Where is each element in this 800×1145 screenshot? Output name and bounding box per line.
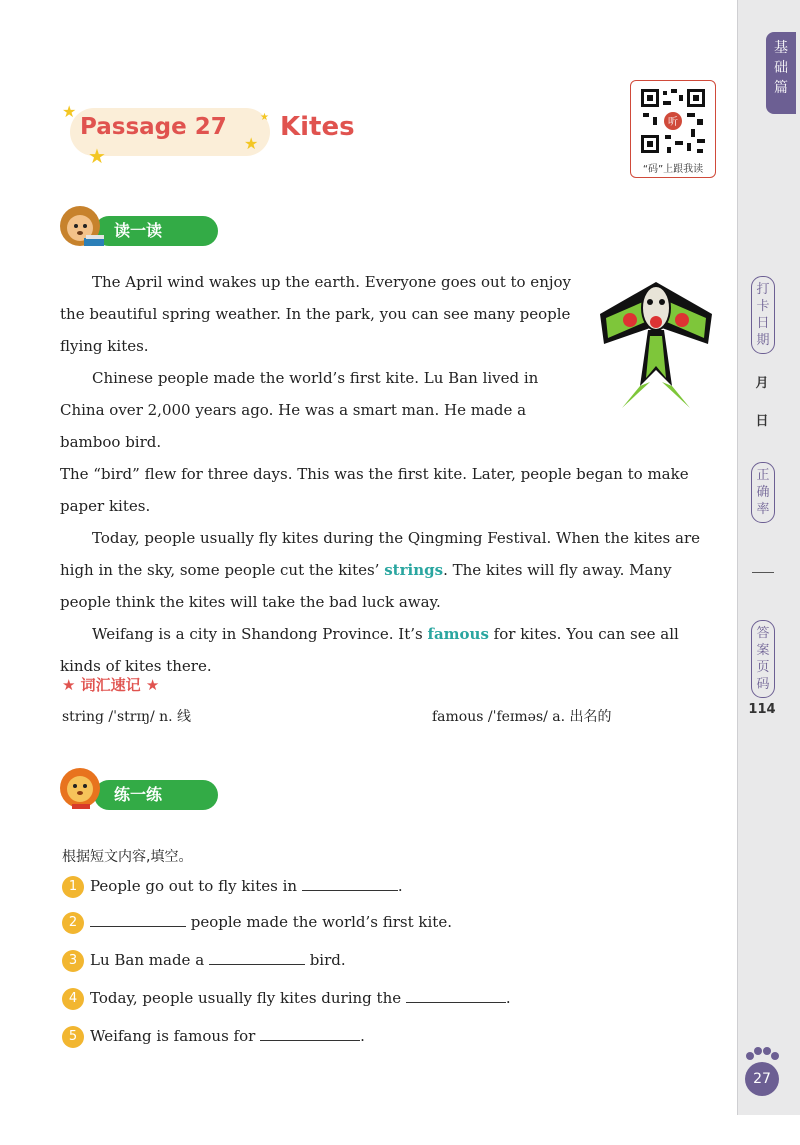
passage-number: Passage 27: [80, 114, 227, 140]
vocab-item-famous: famous /ˈfeɪməs/ a. 出名的: [432, 709, 612, 725]
lion-icon: [56, 764, 112, 816]
practice-instruction: 根据短文内容,填空。: [62, 849, 193, 865]
reading-passage: [60, 266, 720, 682]
question-text: .: [505, 989, 511, 1007]
answer-blank[interactable]: [406, 988, 506, 1003]
check-date-text: 打卡日期: [756, 282, 770, 348]
hedgehog-icon: [56, 204, 112, 252]
star-icon: ★: [260, 112, 269, 123]
read-section-heading: [56, 210, 226, 250]
answer-blank[interactable]: [302, 876, 398, 891]
answer-page-text: 答案页码: [756, 626, 770, 692]
question-text: Lu Ban made a: [90, 951, 209, 969]
passage-text: Weifang is a city in Shandong Province. It’s: [92, 625, 428, 643]
question-text: people made the world’s first kite.: [186, 913, 452, 931]
question-number: 3: [62, 950, 84, 972]
qr-listen-label: 听: [668, 117, 678, 128]
star-icon: ★: [62, 102, 77, 121]
passage-paragraph-2: Chinese people made the world’s first kite. Lu Ban lived in China over 2,000 years ago. He was a smart man. He made a bamboo bird.: [60, 369, 539, 451]
question-text: Weifang is famous for: [90, 1027, 261, 1045]
vocab-highlight-famous: famous: [427, 625, 489, 643]
passage-text: Today, people usually fly kites during the Qingming Festival. When the kites are high in the sky, some people cut the kites’: [60, 529, 700, 579]
passage-name: Kites: [280, 112, 355, 142]
qr-code-box[interactable]: [630, 80, 716, 178]
side-tab-basic[interactable]: [766, 32, 796, 114]
question-number: 1: [62, 876, 84, 898]
answer-page-label: [751, 620, 775, 698]
question-number: 5: [62, 1026, 84, 1048]
side-tab-label: 基础篇: [774, 40, 788, 96]
question-text: Today, people usually fly kites during the: [90, 989, 406, 1007]
question-number: 4: [62, 988, 84, 1010]
page-number: 27: [745, 1062, 779, 1096]
passage-text: . The kites will fly away. Many people think the kites will take the bad luck away.: [60, 561, 672, 611]
accuracy-text: 正确率: [756, 468, 770, 517]
question-2: [62, 912, 452, 934]
passage-paragraph-2-continued: The “bird” flew for three days. This was the first kite. Later, people began to make paper kites.: [60, 465, 689, 515]
question-text: .: [360, 1027, 365, 1045]
question-1: [62, 876, 403, 898]
read-heading-label: 读一读: [94, 216, 218, 246]
question-text: People go out to fly kites in: [90, 877, 302, 895]
question-number: 2: [62, 912, 84, 934]
passage-title: [62, 100, 382, 168]
vocab-heading: ★ 词汇速记 ★: [62, 676, 160, 694]
vocab-highlight-strings: strings: [384, 561, 444, 579]
paw-icon: [742, 1046, 782, 1062]
accuracy-blank-line: [752, 572, 774, 573]
accuracy-label: [751, 462, 775, 523]
qr-code-icon: [631, 81, 715, 161]
question-4: [62, 988, 511, 1010]
passage-paragraph-4: [60, 618, 720, 682]
answer-blank[interactable]: [260, 1026, 360, 1041]
question-text: .: [397, 877, 403, 895]
question-text: bird.: [304, 951, 346, 969]
check-date-label: [751, 276, 775, 354]
answer-blank[interactable]: [209, 950, 305, 965]
star-icon: ★: [244, 134, 259, 153]
month-label: 月: [755, 376, 769, 391]
passage-text: for kites. You can see all kinds of kites there.: [60, 625, 679, 675]
answer-page-number: 114: [748, 702, 776, 717]
star-icon: ★: [88, 144, 106, 168]
side-strip: [737, 0, 800, 1115]
practice-section-heading: [56, 774, 226, 814]
question-5: [62, 1026, 365, 1048]
qr-caption: “码”上跟我读: [642, 164, 704, 175]
passage-paragraph-3: [60, 522, 720, 618]
answer-blank[interactable]: [90, 912, 186, 927]
vocab-item-string: string /ˈstrɪŋ/ n. 线: [62, 709, 192, 725]
practice-heading-label: 练一练: [94, 780, 218, 810]
passage-paragraph-1: The April wind wakes up the earth. Everyone goes out to enjoy the beautiful spring weather. In the park, you can see many people flying kites.: [60, 273, 572, 355]
day-label: 日: [755, 414, 769, 429]
question-3: [62, 950, 346, 972]
